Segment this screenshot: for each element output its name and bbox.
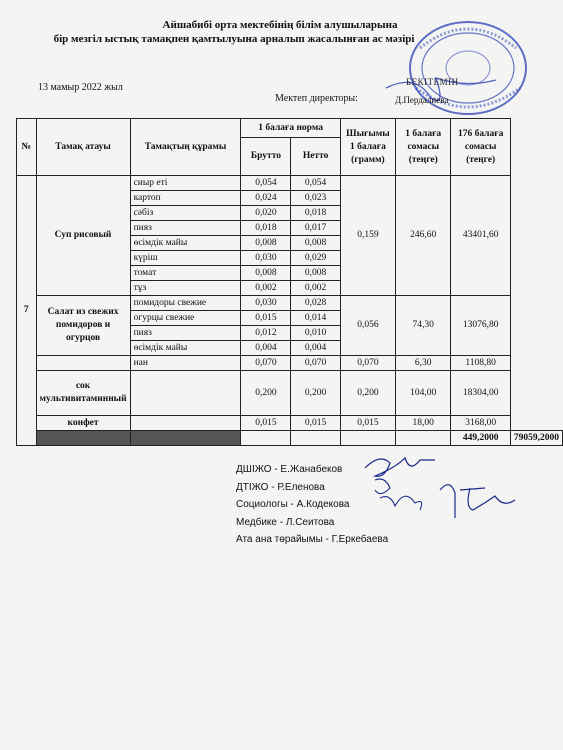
total-shaded-cell	[130, 431, 241, 446]
director-name: Д.Пердалиева	[395, 95, 449, 105]
approve-label: БЕКІТЕМІН	[406, 77, 459, 87]
netto-cell: 0,014	[291, 311, 340, 326]
total-empty	[241, 431, 291, 446]
menu-table	[16, 118, 563, 446]
col-header-cost-all: 176 балаға сомасы (теңге)	[451, 119, 510, 176]
dish-name-salad: Салат из свежих помидоров и огурцов	[36, 296, 130, 356]
netto-cell: 0,023	[291, 191, 340, 206]
handwritten-signatures-icon	[345, 448, 545, 528]
dish-name-soup: Суп рисовый	[36, 176, 130, 296]
bread-cost-one: 6,30	[396, 356, 451, 371]
ingredient: сәбіз	[130, 206, 241, 221]
total-cost-one: 449,2000	[451, 431, 510, 446]
signature-line: Социологы - А.Кодекова	[236, 499, 350, 510]
netto-cell: 0,002	[291, 281, 340, 296]
brutto-cell: 0,018	[241, 221, 291, 236]
col-header-output: Шығымы 1 балаға (грамм)	[340, 119, 395, 176]
netto-cell: 0,054	[291, 176, 340, 191]
bread-output: 0,070	[340, 356, 395, 371]
ingredient: картоп	[130, 191, 241, 206]
salad-output: 0,056	[340, 296, 395, 356]
menu-date: 13 мамыр 2022 жыл	[38, 82, 123, 93]
candy-cost-one: 18,00	[396, 416, 451, 431]
dish-cell-empty	[36, 356, 130, 371]
col-header-brutto: Брутто	[241, 138, 291, 176]
signature-line: Ата ана төрайымы - Г.Еркебаева	[236, 534, 389, 545]
netto-cell: 0,070	[291, 356, 340, 371]
brutto-cell: 0,054	[241, 176, 291, 191]
brutto-cell: 0,200	[241, 371, 291, 416]
netto-cell: 0,200	[291, 371, 340, 416]
brutto-cell: 0,012	[241, 326, 291, 341]
signature-line: ДШІЖО - Е.Жанабеков	[236, 464, 343, 475]
candy-composition-empty	[130, 416, 241, 431]
brutto-cell: 0,020	[241, 206, 291, 221]
signature-line: ДТІЖО - Р.Еленова	[236, 481, 325, 493]
brutto-cell: 0,015	[241, 416, 291, 431]
salad-cost-one: 74,30	[396, 296, 451, 356]
total-shaded-cell	[36, 431, 130, 446]
juice-composition-empty	[130, 371, 241, 416]
brutto-cell: 0,030	[241, 296, 291, 311]
brutto-cell: 0,008	[241, 266, 291, 281]
brutto-cell: 0,008	[241, 236, 291, 251]
juice-cost-all: 18304,00	[451, 371, 510, 416]
dish-name-juice: сок мультивитаминный	[36, 371, 130, 416]
brutto-cell: 0,002	[241, 281, 291, 296]
brutto-cell: 0,004	[241, 341, 291, 356]
col-header-name: Тамақ атауы	[36, 119, 130, 176]
netto-cell: 0,008	[291, 236, 340, 251]
row-number: 7	[17, 176, 37, 446]
director-label: Мектеп директоры:	[275, 93, 358, 104]
soup-cost-all: 43401,60	[451, 176, 510, 296]
juice-cost-one: 104,00	[396, 371, 451, 416]
col-header-composition: Тамақтың құрамы	[130, 119, 241, 176]
header-line-2: бір мезгіл ыстық тамақпен қамтылуына арналып жасалынған ас мәзірі	[53, 33, 415, 45]
juice-output: 0,200	[340, 371, 395, 416]
ingredient: өсімдік майы	[130, 341, 241, 356]
header-line-1: Айшабибі орта мектебінің білім алушыларына	[162, 19, 398, 31]
brutto-cell: 0,030	[241, 251, 291, 266]
salad-cost-all: 13076,80	[451, 296, 510, 356]
total-empty	[396, 431, 451, 446]
ingredient: огурцы свежие	[130, 311, 241, 326]
candy-output: 0,015	[340, 416, 395, 431]
ingredient: помидоры свежие	[130, 296, 241, 311]
total-empty	[340, 431, 395, 446]
total-cost-all: 79059,2000	[510, 431, 562, 446]
netto-cell: 0,017	[291, 221, 340, 236]
dish-name-candy: конфет	[36, 416, 130, 431]
brutto-cell: 0,070	[241, 356, 291, 371]
soup-output: 0,159	[340, 176, 395, 296]
brutto-cell: 0,015	[241, 311, 291, 326]
col-header-netto: Нетто	[291, 138, 340, 176]
ingredient: томат	[130, 266, 241, 281]
col-header-norm: 1 балаға норма	[241, 119, 340, 138]
netto-cell: 0,004	[291, 341, 340, 356]
netto-cell: 0,028	[291, 296, 340, 311]
bread-cost-all: 1108,80	[451, 356, 510, 371]
netto-cell: 0,029	[291, 251, 340, 266]
ingredient: пияз	[130, 221, 241, 236]
brutto-cell: 0,024	[241, 191, 291, 206]
ingredient: күріш	[130, 251, 241, 266]
candy-cost-all: 3168,00	[451, 416, 510, 431]
netto-cell: 0,010	[291, 326, 340, 341]
col-header-no: №	[17, 119, 37, 176]
total-empty	[291, 431, 340, 446]
col-header-cost-one: 1 балаға сомасы (теңге)	[396, 119, 451, 176]
netto-cell: 0,015	[291, 416, 340, 431]
soup-cost-one: 246,60	[396, 176, 451, 296]
dish-name-bread: нан	[130, 356, 241, 371]
ingredient: пияз	[130, 326, 241, 341]
ingredient: тұз	[130, 281, 241, 296]
ingredient: өсімдік майы	[130, 236, 241, 251]
netto-cell: 0,018	[291, 206, 340, 221]
signature-line: Медбике - Л.Сеитова	[236, 516, 335, 528]
netto-cell: 0,008	[291, 266, 340, 281]
ingredient: сиыр еті	[130, 176, 241, 191]
